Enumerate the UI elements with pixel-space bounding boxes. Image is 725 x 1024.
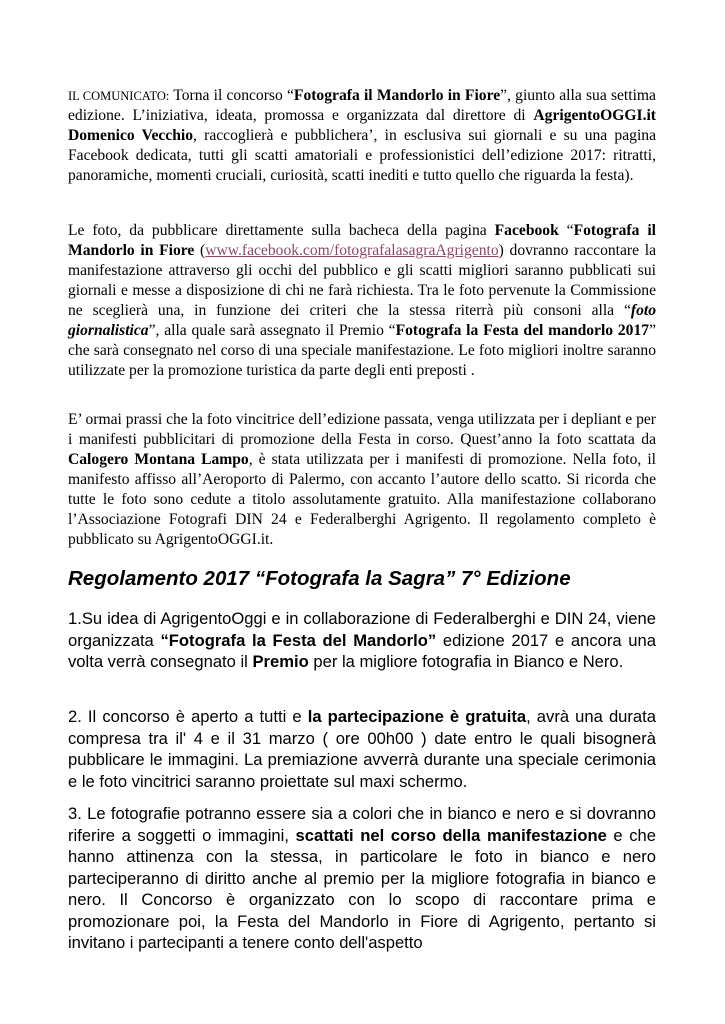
prassi-paragraph: E’ ormai prassi che la foto vincitrice dell’edizione passata, venga utilizzata per i depliant e per i manifesti pubblicitari di promozione della Festa in corso. Quest’anno la foto scattata da Calogero Montana Lampo, è stata utilizzata per i manifesti di promozione. Nella foto, il manifesto affisso all’Aeroporto di Palermo, con accanto l’autore dello scatto. Si ricorda che tutte le foto sono cedute a titolo assolutamente gratuito. Alla manifestazione collaborano l’Associazione Fotografi DIN 24 e Federalberghi Agrigento. Il regolamento completo è pubblicato su AgrigentoOGGI.it.	[68, 411, 656, 548]
comunicato-label: IL COMUNICATO:	[68, 89, 170, 103]
regolamento-title: Regolamento 2017 “Fotografa la Sagra” 7° Edizione	[68, 567, 571, 590]
facebook-link[interactable]: www.facebook.com/fotografalasagraAgrigento	[205, 242, 499, 259]
regolamento-point-3: 3. Le fotografie potranno essere sia a colori che in bianco e nero e si dovranno riferire a soggetti o immagini, scattati nel corso della manifestazione e che hanno attinenza con la stessa, in particolare le foto in bianco e nero parteciperanno di diritto anche al premio per la migliore fotografia in bianco e nero. Il Concorso è organizzato con lo scopo di raccontare prima e promozionare poi, la Festa del Mandorlo in Fiore di Agrigento, pertanto si invitano i partecipanti a tenere conto dell'aspetto	[68, 804, 656, 952]
regolamento-point-1: 1.Su idea di AgrigentoOggi e in collaborazione di Federalberghi e DIN 24, viene organizzata “Fotografa la Festa del Mandorlo” edizione 2017 e ancora una volta verrà consegnato il Premio per la migliore fotografia in Bianco e Nero.	[68, 609, 656, 671]
intro-paragraph: IL COMUNICATO: Torna il concorso “Fotografa il Mandorlo in Fiore”, giunto alla sua settima edizione. L’iniziativa, ideata, promossa e organizzata dal direttore di AgrigentoOGGI.it Domenico Vecchio, raccoglierà e pubblichera’, in esclusiva sui giornali e su una pagina Facebook dedicata, tutti gli scatti amatoriali e professionistici dell’edizione 2017: ritratti, panoramiche, momenti cruciali, curiosità, scatti inediti e tutto quello che riguarda la festa).	[68, 87, 656, 184]
facebook-paragraph: Le foto, da pubblicare direttamente sulla bacheca della pagina Facebook “Fotografa il Mandorlo in Fiore (www.facebook.com/fotografalasagraAgrigento) dovranno raccontare la manifestazione attraverso gli occhi del pubblico e gli scatti migliori saranno pubblicati sui giornali e messe a disposizione di chi ne farà richiesta. Tra le foto pervenute la Commissione ne sceglierà una, in funzione dei criteri che la stessa riterrà più consoni alla “foto giornalistica”, alla quale sarà assegnato il Premio “Fotografa la Festa del mandorlo 2017” che sarà consegnato nel corso di una speciale manifestazione. Le foto migliori inoltre saranno utilizzate per la promozione turistica da parte degli enti preposti .	[68, 222, 657, 379]
regolamento-point-2: 2. Il concorso è aperto a tutti e la partecipazione è gratuita, avrà una durata compresa tra il' 4 e il 31 marzo ( ore 00h00 ) date entro le quali bisognerà pubblicare le immagini. La premiazione avverrà durante una speciale cerimonia e le foto vincitrici saranno proiettate sul maxi schermo.	[68, 707, 656, 791]
